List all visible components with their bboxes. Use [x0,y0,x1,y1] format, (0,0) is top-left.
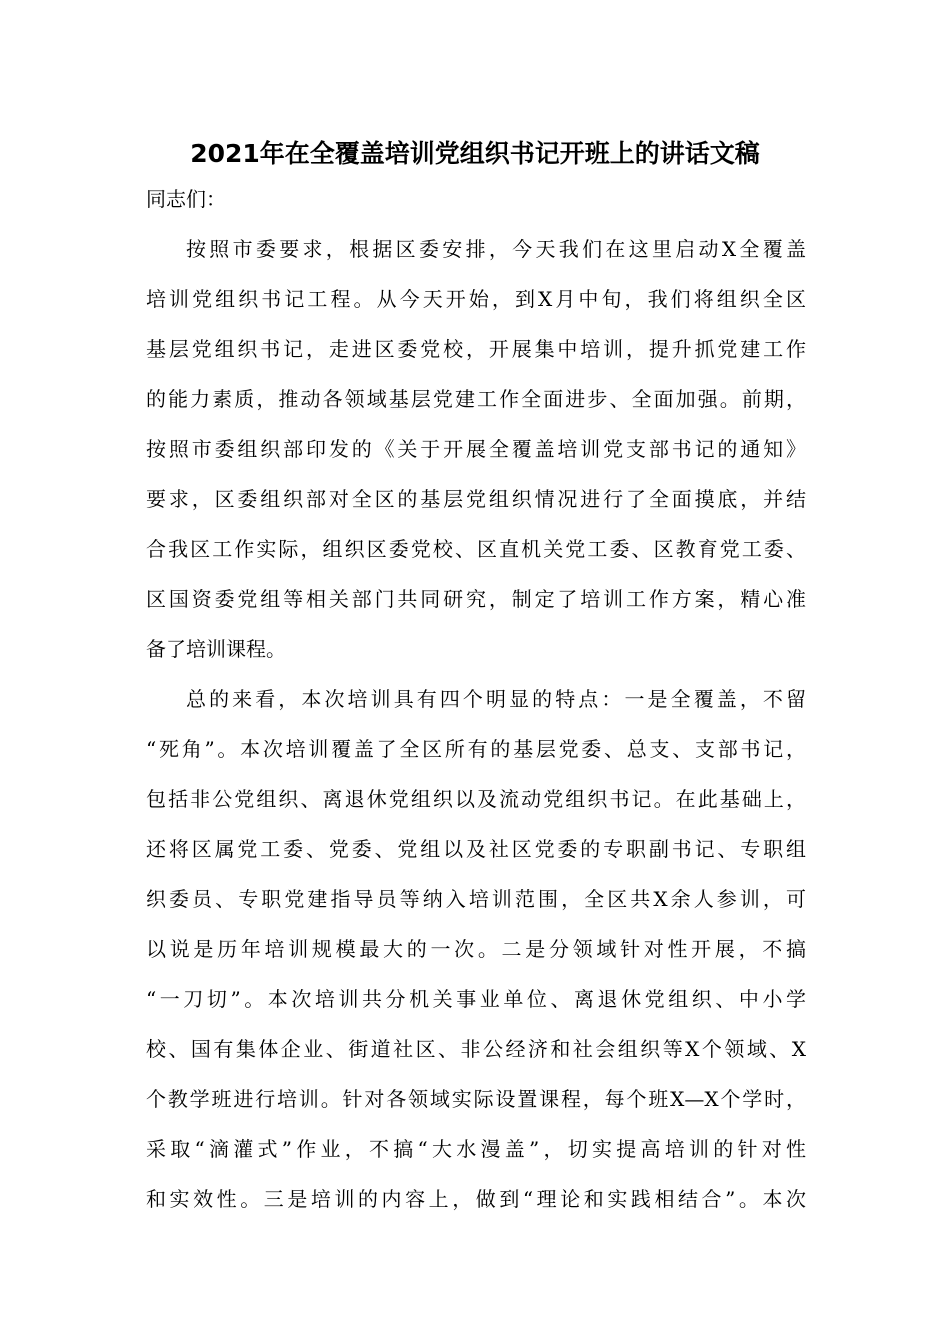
paragraph-line: 以说是历年培训规模最大的一次。二是分领域针对性开展，不搞 [146,937,806,961]
paragraph-line: 织委员、专职党建指导员等纳入培训范围，全区共X余人参训，可 [146,887,806,911]
paragraph-line: 区国资委党组等相关部门共同研究，制定了培训工作方案，精心准 [146,587,806,611]
paragraph-line: 按照市委要求，根据区委安排，今天我们在这里启动X全覆盖 [186,237,806,261]
paragraph-line: “一刀切”。本次培训共分机关事业单位、离退休党组织、中小学 [146,987,806,1011]
paragraph-line: 要求，区委组织部对全区的基层党组织情况进行了全面摸底，并结 [146,487,806,511]
paragraph-line: 包括非公党组织、离退休党组织以及流动党组织书记。在此基础上， [146,787,806,811]
paragraph-line: 个教学班进行培训。针对各领域实际设置课程，每个班X—X个学时， [146,1087,806,1111]
paragraph-line: 按照市委组织部印发的《关于开展全覆盖培训党支部书记的通知》 [146,437,806,461]
paragraph-line: 培训党组织书记工程。从今天开始，到X月中旬，我们将组织全区 [146,287,806,311]
paragraph-line: 合我区工作实际，组织区委党校、区直机关党工委、区教育党工委、 [146,537,806,561]
paragraph-line: 总的来看，本次培训具有四个明显的特点：一是全覆盖，不留 [186,687,806,711]
document-title: 2021年在全覆盖培训党组织书记开班上的讲话文稿 [190,139,760,168]
paragraph-line: 的能力素质，推动各领域基层党建工作全面进步、全面加强。前期， [146,387,806,411]
paragraph-line: 采取“滴灌式”作业，不搞“大水漫盖”，切实提高培训的针对性 [146,1137,806,1161]
paragraph-line: 和实效性。三是培训的内容上，做到“理论和实践相结合”。本次 [146,1187,806,1211]
paragraph-line: “死角”。本次培训覆盖了全区所有的基层党委、总支、支部书记， [146,737,806,761]
greeting: 同志们： [146,187,226,211]
paragraph-line: 基层党组织书记，走进区委党校，开展集中培训，提升抓党建工作 [146,337,806,361]
paragraph-line: 备了培训课程。 [146,637,286,661]
paragraph-line: 还将区属党工委、党委、党组以及社区党委的专职副书记、专职组 [146,837,806,861]
paragraph-line: 校、国有集体企业、街道社区、非公经济和社会组织等X个领域、X [146,1037,806,1061]
